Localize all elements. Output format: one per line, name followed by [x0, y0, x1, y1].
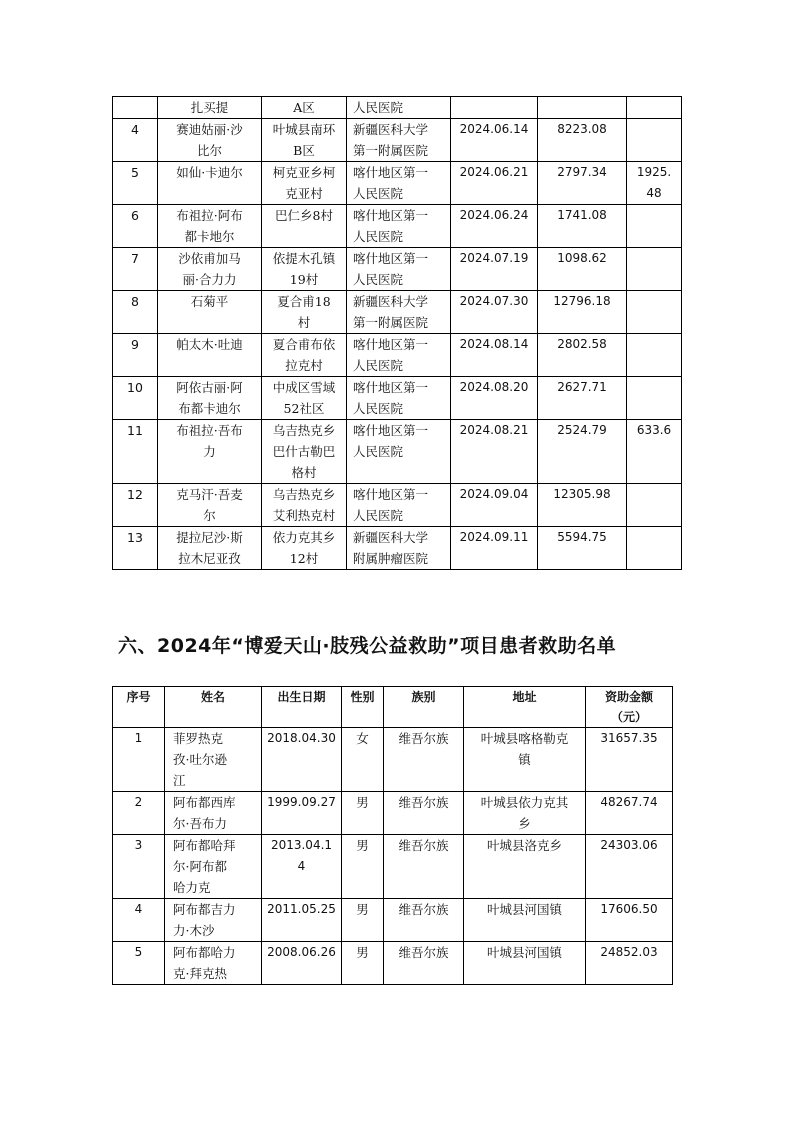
- hospital-line: 喀什地区第一: [353, 380, 429, 395]
- row-number: 4: [113, 899, 165, 942]
- hospital-line: 新疆医科大学: [353, 530, 429, 545]
- address: [464, 942, 586, 985]
- row-number: 5: [113, 162, 158, 205]
- hospital: [347, 484, 451, 527]
- patient-name: [158, 205, 262, 248]
- patient-address: [262, 420, 347, 484]
- patient-name: [158, 248, 262, 291]
- patient-address-line: 乌吉热克乡: [272, 487, 336, 502]
- patient-name-line: 阿布都哈力: [173, 945, 236, 960]
- row-number: 3: [113, 835, 165, 899]
- table-row: [113, 119, 682, 162]
- patient-name-line: 扎买提: [190, 100, 229, 115]
- table-row: [113, 728, 673, 792]
- aid-table-continued: [112, 96, 682, 570]
- aid-amount: 24852.03: [586, 942, 673, 985]
- header-birth: 出生日期: [262, 687, 342, 728]
- treatment-date: 2024.06.14: [451, 119, 538, 162]
- hospital-line: 人民医院: [353, 272, 404, 287]
- aid-amount: 48267.74: [586, 792, 673, 835]
- header-name: 姓名: [165, 687, 262, 728]
- patient-aid-table: [112, 686, 673, 985]
- patient-address-line: 格村: [291, 465, 317, 480]
- hospital: [347, 205, 451, 248]
- patient-address-line: B区: [293, 143, 315, 158]
- row-number: 8: [113, 291, 158, 334]
- hospital-line: 人民医院: [353, 229, 404, 244]
- aid-amount: 5594.75: [538, 527, 627, 570]
- table-row: [113, 484, 682, 527]
- gender: 男: [342, 835, 384, 899]
- hospital-line: 新疆医科大学: [353, 122, 429, 137]
- hospital-line: 喀什地区第一: [353, 251, 429, 266]
- patient-name-line: 提拉尼沙·斯: [176, 530, 243, 545]
- patient-name-line: 拉木尼亚孜: [178, 551, 241, 566]
- hospital-line: 喀什地区第一: [353, 337, 429, 352]
- patient-address-line: 拉克村: [285, 358, 323, 373]
- patient-name-line: 阿布都哈拜: [173, 838, 236, 853]
- patient-address-line: 19村: [289, 272, 319, 287]
- row-number: 12: [113, 484, 158, 527]
- address: [464, 835, 586, 899]
- hospital-line: 人民医院: [353, 100, 404, 115]
- aid-amount: 2802.58: [538, 334, 627, 377]
- patient-name-line: 力·木沙: [173, 923, 215, 938]
- hospital: [347, 334, 451, 377]
- patient-name-line: 力: [203, 444, 216, 459]
- hospital-line: 人民医院: [353, 358, 404, 373]
- row-number: 13: [113, 527, 158, 570]
- table-row: [113, 377, 682, 420]
- header-address: 地址: [464, 687, 586, 728]
- address-line: 叶城县河国镇: [486, 945, 562, 960]
- ethnicity: 维吾尔族: [384, 792, 464, 835]
- patient-address: [262, 119, 347, 162]
- treatment-date: 2024.06.21: [451, 162, 538, 205]
- patient-name-line: 石菊平: [190, 294, 229, 309]
- patient-name-line: 克马汗·吾麦: [176, 487, 243, 502]
- extra-amount: [627, 119, 682, 162]
- extra-amount-part: 48: [646, 186, 662, 200]
- aid-amount: 2797.34: [538, 162, 627, 205]
- ethnicity: 维吾尔族: [384, 942, 464, 985]
- patient-address: [262, 484, 347, 527]
- patient-name-line: 如仙·卡迪尔: [176, 165, 243, 180]
- patient-name-line: 尔: [203, 508, 216, 523]
- extra-amount: [627, 97, 682, 119]
- patient-address-line: 夏合甫18: [277, 294, 331, 309]
- gender: 女: [342, 728, 384, 792]
- table-row: [113, 792, 673, 835]
- patient-name-line: 菲罗热克: [173, 731, 224, 746]
- patient-name-line: 丽·合力力: [182, 272, 237, 287]
- treatment-date: 2024.08.14: [451, 334, 538, 377]
- patient-address: [262, 248, 347, 291]
- table-row: [113, 291, 682, 334]
- table-row: [113, 205, 682, 248]
- aid-amount: 1098.62: [538, 248, 627, 291]
- patient-name: [165, 899, 262, 942]
- patient-address: [262, 97, 347, 119]
- row-number: 4: [113, 119, 158, 162]
- patient-name-line: 布祖拉·阿布: [176, 208, 243, 223]
- row-number: 2: [113, 792, 165, 835]
- ethnicity: 维吾尔族: [384, 899, 464, 942]
- birth-date: 2018.04.30: [262, 728, 342, 792]
- aid-amount: 17606.50: [586, 899, 673, 942]
- ethnicity: 维吾尔族: [384, 835, 464, 899]
- hospital-line: 第一附属医院: [353, 315, 429, 330]
- table-row: [113, 835, 673, 899]
- patient-name-line: 布都卡迪尔: [178, 401, 241, 416]
- aid-amount: 2524.79: [538, 420, 627, 484]
- patient-address-line: 村: [297, 315, 311, 330]
- hospital-line: 人民医院: [353, 401, 404, 416]
- hospital-line: 人民医院: [353, 444, 404, 459]
- birth-date: 1999.09.27: [262, 792, 342, 835]
- patient-name-line: 哈力克: [173, 880, 211, 895]
- header-amount: 资助金额（元）: [586, 687, 673, 728]
- treatment-date: 2024.06.24: [451, 205, 538, 248]
- patient-name-line: 赛迪姑丽·沙: [176, 122, 243, 137]
- table-row: [113, 162, 682, 205]
- header-gender: 性别: [342, 687, 384, 728]
- address-line: 叶城县洛克乡: [486, 838, 562, 853]
- extra-amount: [627, 162, 682, 205]
- patient-address-line: 中成区雪域: [272, 380, 336, 395]
- patient-name-line: 阿布都西库: [173, 795, 236, 810]
- patient-name-line: 尔·吾布力: [173, 816, 227, 831]
- treatment-date: 2024.07.19: [451, 248, 538, 291]
- address-line: 叶城县喀格勒克: [480, 731, 569, 746]
- hospital-line: 附属肿瘤医院: [353, 551, 429, 566]
- patient-name: [158, 484, 262, 527]
- header-ethnic: 族别: [384, 687, 464, 728]
- table-row: [113, 248, 682, 291]
- patient-name-line: 都卡地尔: [184, 229, 235, 244]
- address-line: 镇: [518, 752, 531, 767]
- address: [464, 792, 586, 835]
- aid-amount: 24303.06: [586, 835, 673, 899]
- hospital: [347, 162, 451, 205]
- hospital-line: 喀什地区第一: [353, 165, 429, 180]
- gender: 男: [342, 942, 384, 985]
- hospital-line: 喀什地区第一: [353, 487, 429, 502]
- patient-address-line: 夏合甫布依: [272, 337, 336, 352]
- patient-name-line: 比尔: [196, 143, 222, 158]
- aid-amount: 2627.71: [538, 377, 627, 420]
- patient-name-line: 阿依古丽·阿: [176, 380, 243, 395]
- patient-name: [165, 728, 262, 792]
- patient-address: [262, 527, 347, 570]
- patient-address-line: 乌吉热克乡: [272, 423, 336, 438]
- patient-address-line: 依提木孔镇: [272, 251, 336, 266]
- gender: 男: [342, 792, 384, 835]
- patient-name: [158, 97, 262, 119]
- patient-name-line: 沙依甫加马: [178, 251, 241, 266]
- treatment-date: 2024.09.04: [451, 484, 538, 527]
- table-row: [113, 899, 673, 942]
- hospital: [347, 248, 451, 291]
- hospital-line: 喀什地区第一: [353, 423, 429, 438]
- birth-date: 2011.05.25: [262, 899, 342, 942]
- hospital: [347, 97, 451, 119]
- row-number: 5: [113, 942, 165, 985]
- aid-amount: 12796.18: [538, 291, 627, 334]
- patient-address: [262, 162, 347, 205]
- hospital: [347, 119, 451, 162]
- address: [464, 728, 586, 792]
- patient-name-line: 布祖拉·吾布: [176, 423, 243, 438]
- patient-name: [158, 334, 262, 377]
- table-row: [113, 97, 682, 119]
- birth-date: 2013.04.14: [262, 835, 342, 899]
- gender: 男: [342, 899, 384, 942]
- patient-name: [158, 420, 262, 484]
- extra-amount: [627, 527, 682, 570]
- patient-address-line: 依力克其乡: [272, 530, 336, 545]
- address-line: 乡: [518, 816, 531, 831]
- patient-address-line: 12村: [289, 551, 319, 566]
- patient-address-line: 艾利热克村: [272, 508, 336, 523]
- table-row: [113, 420, 682, 484]
- extra-amount: [627, 334, 682, 377]
- patient-address-line: 巴什古勒巴: [272, 444, 336, 459]
- row-number: 6: [113, 205, 158, 248]
- section-title: 六、2024年“博爱天山·肢残公益救助”项目患者救助名单: [118, 635, 617, 657]
- patient-address-line: A区: [293, 100, 315, 115]
- hospital: [347, 527, 451, 570]
- patient-name: [158, 377, 262, 420]
- patient-name: [158, 162, 262, 205]
- hospital-line: 喀什地区第一: [353, 208, 429, 223]
- row-number: 9: [113, 334, 158, 377]
- patient-address: [262, 334, 347, 377]
- patient-name: [158, 291, 262, 334]
- row-number: 10: [113, 377, 158, 420]
- row-number: 1: [113, 728, 165, 792]
- hospital: [347, 291, 451, 334]
- patient-address: [262, 291, 347, 334]
- table-header-row: [113, 687, 673, 728]
- table-row: [113, 527, 682, 570]
- hospital: [347, 420, 451, 484]
- aid-amount: 12305.98: [538, 484, 627, 527]
- aid-amount: 1741.08: [538, 205, 627, 248]
- patient-name: [158, 527, 262, 570]
- patient-address-line: 柯克亚乡柯: [272, 165, 336, 180]
- row-number: 7: [113, 248, 158, 291]
- hospital: [347, 377, 451, 420]
- patient-name-line: 江: [173, 773, 186, 788]
- hospital-line: 第一附属医院: [353, 143, 429, 158]
- patient-name-line: 帕太木·吐迪: [176, 337, 243, 352]
- birth-date: 2008.06.26: [262, 942, 342, 985]
- patient-name-line: 阿布都吉力: [173, 902, 236, 917]
- treatment-date: 2024.07.30: [451, 291, 538, 334]
- row-number: 11: [113, 420, 158, 484]
- row-number: [113, 97, 158, 119]
- patient-name: [165, 835, 262, 899]
- header-no: 序号: [113, 687, 165, 728]
- address: [464, 899, 586, 942]
- patient-name: [165, 792, 262, 835]
- extra-amount: [627, 248, 682, 291]
- address-line: 叶城县依力克其: [480, 795, 569, 810]
- patient-address-line: 巴仁乡8村: [275, 208, 333, 223]
- patient-name-line: 尔·阿布都: [173, 859, 227, 874]
- aid-amount: 8223.08: [538, 119, 627, 162]
- aid-amount: [538, 97, 627, 119]
- hospital-line: 新疆医科大学: [353, 294, 429, 309]
- patient-address-line: 叶城县南环: [272, 122, 336, 137]
- patient-address: [262, 377, 347, 420]
- extra-amount: [627, 205, 682, 248]
- patient-name: [165, 942, 262, 985]
- hospital-line: 人民医院: [353, 186, 404, 201]
- extra-amount: [627, 484, 682, 527]
- table-row: [113, 334, 682, 377]
- patient-name-line: 孜·吐尔逊: [173, 752, 227, 767]
- extra-amount-part: 1925.: [636, 165, 672, 179]
- treatment-date: 2024.08.21: [451, 420, 538, 484]
- aid-amount: 31657.35: [586, 728, 673, 792]
- extra-amount: [627, 377, 682, 420]
- patient-name: [158, 119, 262, 162]
- hospital-line: 人民医院: [353, 508, 404, 523]
- address-line: 叶城县河国镇: [486, 902, 562, 917]
- patient-address: [262, 205, 347, 248]
- patient-address-line: 52社区: [283, 401, 325, 416]
- extra-amount: 633.6: [627, 420, 682, 484]
- treatment-date: 2024.09.11: [451, 527, 538, 570]
- extra-amount: [627, 291, 682, 334]
- ethnicity: 维吾尔族: [384, 728, 464, 792]
- patient-address-line: 克亚村: [285, 186, 323, 201]
- treatment-date: [451, 97, 538, 119]
- patient-name-line: 克·拜克热: [173, 966, 227, 981]
- treatment-date: 2024.08.20: [451, 377, 538, 420]
- table-row: [113, 942, 673, 985]
